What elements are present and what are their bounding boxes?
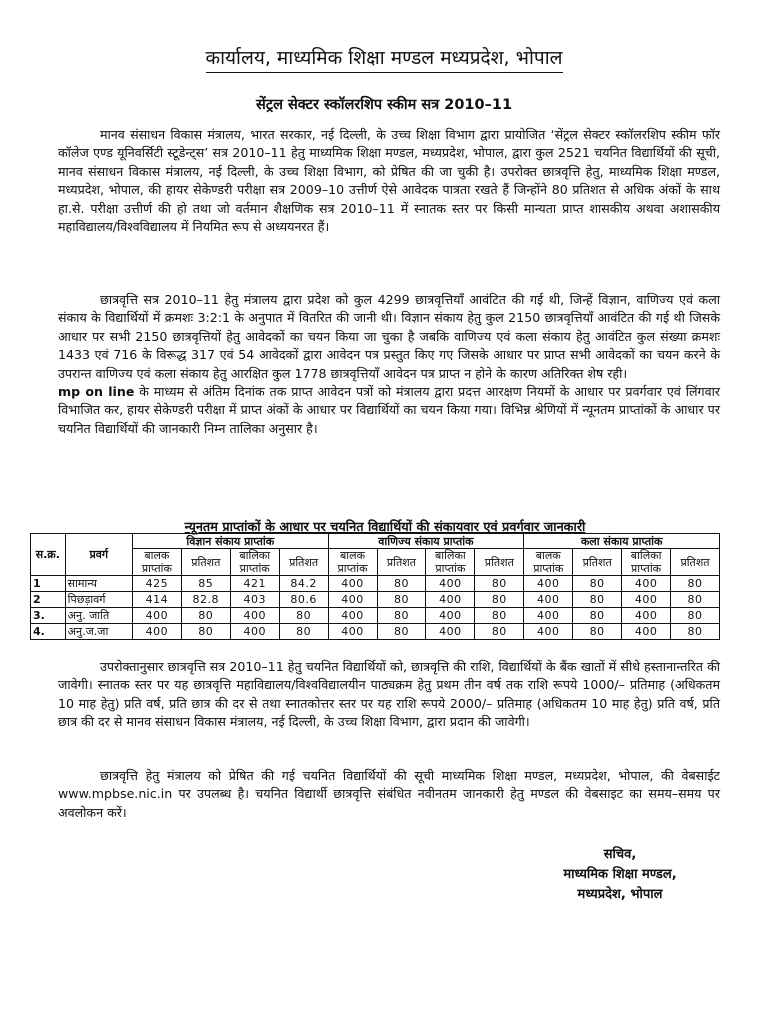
subheader-percent: प्रतिशत xyxy=(475,549,524,576)
row-category: अनु. जाति xyxy=(65,608,132,624)
row-value: 400 xyxy=(426,576,475,592)
row-value: 80 xyxy=(181,624,230,640)
row-value: 80.6 xyxy=(279,592,328,608)
row-value: 400 xyxy=(524,576,573,592)
row-value: 80 xyxy=(573,608,622,624)
header-science: विज्ञान संकाय प्राप्तांक xyxy=(132,534,328,549)
table-row xyxy=(31,624,720,640)
row-value: 400 xyxy=(426,608,475,624)
row-value: 80 xyxy=(573,624,622,640)
row-value: 80 xyxy=(671,576,720,592)
paragraph-selection: के माध्यम से अंतिम दिनांक तक प्राप्त आवेदन पत्रों को मंत्रालय द्वारा प्रदत्त आरक्षण नियमों के आधार पर प्रवर्गवार एवं लिंगवार विभाजित कर, हायर सेकेण्डरी परीक्षा में प्राप्त अंकों के आधार पर विद्यार्थियों का चयन किया गया। विभिन्न श्रेणियों में न्यूनतम प्राप्तांकों के आधार पर चयनित विद्यार्थियों की जानकारी निम्न तालिका अनुसार है। xyxy=(58,384,720,436)
row-value: 414 xyxy=(132,592,181,608)
row-value: 400 xyxy=(622,608,671,624)
row-sno: 1 xyxy=(31,576,66,592)
row-value: 400 xyxy=(230,624,279,640)
row-value: 80 xyxy=(475,624,524,640)
row-value: 400 xyxy=(524,624,573,640)
row-value: 400 xyxy=(328,608,377,624)
table-row xyxy=(31,608,720,624)
row-value: 80 xyxy=(377,592,426,608)
row-value: 80 xyxy=(181,608,230,624)
row-sno: 3. xyxy=(31,608,66,624)
row-category: पिछड़ावर्ग xyxy=(65,592,132,608)
row-value: 84.2 xyxy=(279,576,328,592)
signature-line-1: सचिव, xyxy=(603,847,637,862)
row-value: 400 xyxy=(524,592,573,608)
header-arts: कला संकाय प्राप्तांक xyxy=(524,534,720,549)
paragraph-allocation: छात्रवृत्ति सत्र 2010–11 हेतु मंत्रालय द्वारा प्रदेश को कुल 4299 छात्रवृत्तियाँ आवंटित की गई थी, जिन्हें विज्ञान, वाणिज्य एवं कला संकाय के विद्यार्थियों में क्रमशः 3:2:1 के अनुपात में वितरित की जानी थी। विज्ञान संकाय हेतु कुल 2150 छात्रवृत्तियाँ आवंटित की गई थी जिसके आधार पर सभी 2150 छात्रवृत्तियों हेतु आवेदकों का चयन किया जा चुका है जबकि वाणिज्य एवं कला संकाय हेतु आवंटित कुल संख्या क्रमशः 1433 एवं 716 के विरूद्ध 317 एवं 54 आवेदकों द्वारा आवेदन पत्र प्रस्तुत किए गए जिसके आधार पर प्राप्त सभी आवेदकों का चयन करने के उपरान्त वाणिज्य एवं कला संकाय हेतु आरक्षित कुल 1778 छात्रवृत्तियाँ आवेदन पत्र प्राप्त न होने के कारण अतिरिक्त शेष रही। mp on line के माध्यम से अंतिम दिनांक तक प्राप्त आवेदन पत्रों को मंत्रालय द्वारा प्रदत्त आरक्षण नियमों के आधार पर प्रवर्गवार एवं लिंगवार विभाजित कर, हायर सेकेण्डरी परीक्षा में प्राप्त अंकों के आधार पर विद्यार्थियों का चयन किया गया। विभिन्न श्रेणियों में न्यूनतम प्राप्तांकों के आधार पर चयनित विद्यार्थियों की जानकारी निम्न तालिका अनुसार है। xyxy=(58,292,720,436)
subheader-girls: बालिका प्राप्तांक xyxy=(230,549,279,576)
scheme-title: सेंट्रल सेक्टर स्कॉलरशिप स्कीम सत्र 2010–11 xyxy=(255,97,513,113)
row-value: 80 xyxy=(671,592,720,608)
row-value: 80 xyxy=(279,608,328,624)
signature-block xyxy=(520,845,720,905)
row-value: 80 xyxy=(671,624,720,640)
row-value: 80 xyxy=(573,576,622,592)
table-title: न्यूनतम प्राप्तांकों के आधार पर चयनित विद्यार्थियों की संकायवार एवं प्रवर्गवार जानकारी xyxy=(184,520,586,535)
subheader-girls: बालिका प्राप्तांक xyxy=(622,549,671,576)
row-category: सामान्य xyxy=(65,576,132,592)
row-value: 400 xyxy=(132,624,181,640)
subheader-boys: बालक प्राप्तांक xyxy=(524,549,573,576)
row-value: 421 xyxy=(230,576,279,592)
subheader-percent: प्रतिशत xyxy=(377,549,426,576)
row-value: 425 xyxy=(132,576,181,592)
row-category: अनु.ज.जा xyxy=(65,624,132,640)
paragraph-intro: मानव संसाधन विकास मंत्रालय, भारत सरकार, नई दिल्ली, के उच्च शिक्षा विभाग द्वारा प्रायोजित ‘सेंट्रल सेक्टर स्कॉलरशिप स्कीम फॉर कॉलेज एण्ड यूनिवर्सिटी स्टूडेन्ट्स’ सत्र 2010–11 हेतु माध्यमिक शिक्षा मण्डल, मध्यप्रदेश, भोपाल, द्वारा कुल 2521 चयनित विद्यार्थियों की सूची, मानव संसाधन विकास मंत्रालय, नई दिल्ली, के उच्च शिक्षा विभाग, को प्रेषित की जा चुकी है। उपरोक्त छात्रवृत्ति हेतु, माध्यमिक शिक्षा मण्डल, मध्यप्रदेश, भोपाल, की हायर सेकेण्डरी परीक्षा सत्र 2009–10 उत्तीर्ण ऐसे आवेदक पात्रता रखते हैं जिन्होंने 80 प्रतिशत से अधिक अंकों के साथ हा.से. परीक्षा उत्तीर्ण की हो तथा जो वर्तमान शैक्षणिक सत्र 2010–11 में स्नातक स्तर पर किसी मान्यता प्राप्त शासकीय अथवा अशासकीय महाविद्यालय/विश्वविद्यालय में नियमित रूप से अध्ययनरत हैं। xyxy=(58,127,720,235)
subheader-girls: बालिका प्राप्तांक xyxy=(426,549,475,576)
row-value: 400 xyxy=(524,608,573,624)
header-commerce: वाणिज्य संकाय प्राप्तांक xyxy=(328,534,524,549)
row-value: 400 xyxy=(426,592,475,608)
row-value: 80 xyxy=(475,576,524,592)
signature-line-3: मध्यप्रदेश, भोपाल xyxy=(577,887,663,902)
row-value: 80 xyxy=(377,576,426,592)
row-value: 80 xyxy=(475,592,524,608)
header-category: प्रवर्ग xyxy=(65,534,132,576)
subheader-percent: प्रतिशत xyxy=(279,549,328,576)
subheader-boys: बालक प्राप्तांक xyxy=(132,549,181,576)
row-value: 400 xyxy=(622,592,671,608)
row-value: 400 xyxy=(328,624,377,640)
subheader-percent: प्रतिशत xyxy=(671,549,720,576)
row-value: 80 xyxy=(377,624,426,640)
results-table xyxy=(30,533,720,640)
row-value: 400 xyxy=(328,592,377,608)
office-title: कार्यालय, माध्यमिक शिक्षा मण्डल मध्यप्रदेश, भोपाल xyxy=(0,44,768,73)
row-value: 403 xyxy=(230,592,279,608)
row-value: 400 xyxy=(132,608,181,624)
row-value: 80 xyxy=(279,624,328,640)
row-value: 82.8 xyxy=(181,592,230,608)
row-value: 80 xyxy=(671,608,720,624)
subheader-boys: बालक प्राप्तांक xyxy=(328,549,377,576)
mp-online-label: mp on line xyxy=(58,384,135,400)
table-header-row-groups xyxy=(31,534,720,549)
row-value: 400 xyxy=(230,608,279,624)
table-header-row-subcols xyxy=(31,549,720,576)
table-row xyxy=(31,592,720,608)
header-sno: स.क्र. xyxy=(31,534,66,576)
subheader-percent: प्रतिशत xyxy=(573,549,622,576)
row-sno: 2 xyxy=(31,592,66,608)
row-value: 400 xyxy=(426,624,475,640)
row-value: 80 xyxy=(475,608,524,624)
row-value: 400 xyxy=(328,576,377,592)
row-value: 85 xyxy=(181,576,230,592)
paragraph-payment: उपरोक्तानुसार छात्रवृत्ति सत्र 2010–11 हेतु चयनित विद्यार्थियों को, छात्रवृत्ति की राशि, विद्यार्थियों के बैंक खातों में सीधे हस्तानान्तरित की जावेगी। स्नातक स्तर पर यह छात्रवृत्ति महाविद्यालय/विश्वविद्यालयीन पाठ्यक्रम हेतु प्रथम तीन वर्ष तक राशि रूपये 1000/– प्रतिमाह (अधिकतम 10 माह हेतु) प्रति वर्ष, प्रति छात्र की दर से तथा स्नातकोत्तर स्तर पर यह राशि रूपये 2000/– प्रतिमाह (अधिकतम 10 माह हेतु) प्रति वर्ष, प्रति छात्र की दर से मानव संसाधन विकास मंत्रालय, नई दिल्ली, के उच्च शिक्षा विभाग, द्वारा प्रदान की जावेगी। xyxy=(58,659,720,730)
paragraph-website: छात्रवृत्ति हेतु मंत्रालय को प्रेषित की गई चयनित विद्यार्थियों की सूची माध्यमिक शिक्षा मण्डल, मध्यप्रदेश, भोपाल, की वेबसाईट www.mpbse.nic.in पर उपलब्ध है। चयनित विद्यार्थी छात्रवृत्ति संबंधित नवीनतम जानकारी हेतु मण्डल की वेबसाइट का समय–समय पर अवलोकन करें। xyxy=(58,768,720,820)
subheader-percent: प्रतिशत xyxy=(181,549,230,576)
row-value: 400 xyxy=(622,624,671,640)
row-value: 400 xyxy=(622,576,671,592)
table-row xyxy=(31,576,720,592)
row-value: 80 xyxy=(377,608,426,624)
row-sno: 4. xyxy=(31,624,66,640)
row-value: 80 xyxy=(573,592,622,608)
signature-line-2: माध्यमिक शिक्षा मण्डल, xyxy=(563,867,677,882)
table-body xyxy=(31,576,720,640)
